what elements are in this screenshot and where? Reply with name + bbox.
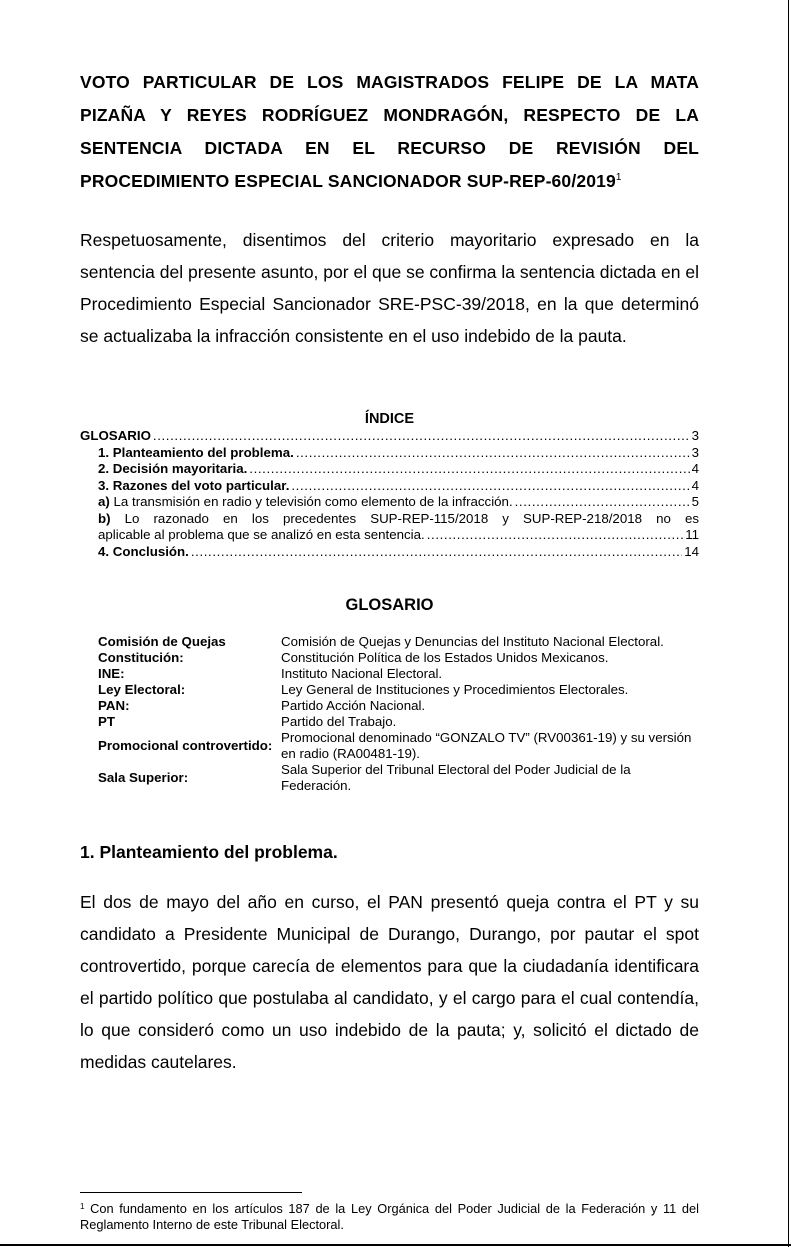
toc-entry-label-line2 — [98, 527, 699, 544]
toc-entry-marker: b) — [98, 510, 111, 526]
footnote-divider — [80, 1192, 302, 1193]
title-text: VOTO PARTICULAR DE LOS MAGISTRADOS FELIPE DE LA MATA PIZAÑA Y REYES RODRÍGUEZ MONDRAGÓN, RESPECTO DE LA SENTENCIA DICTADA EN EL RECURSO DE REVISIÓN DEL PROCEDIMIENTO ESPECIAL SANCIONADOR SUP-REP-60/2019 — [80, 72, 699, 191]
intro-paragraph: Respetuosamente, disentimos del criterio mayoritario expresado en la sentencia del presente asunto, por el que se confirma la sentencia dictada en el Procedimiento Especial Sancionador SRE-PSC-39/2018, en la que determinó se actualizaba la infracción consistente en el uso indebido de la pauta. — [80, 230, 699, 346]
page-edge-divider — [788, 0, 789, 1247]
glossary-row — [98, 682, 698, 698]
toc-entry-text: La transmisión en radio y televisión como elemento de la infracción. — [109, 494, 513, 509]
glossary-definition: Promocional denominado “GONZALO TV” (RV00361-19) y su versión en radio (RA00481-19). — [281, 730, 692, 761]
toc-entry-conclusion[interactable] — [80, 544, 699, 561]
toc-dot-leader — [153, 428, 690, 445]
glossary-term: Comisión de Quejas — [98, 634, 226, 649]
toc-entry-text: aplicable al problema que se analizó en esta sentencia. — [98, 527, 425, 542]
glossary-table — [98, 634, 698, 794]
footnote-number: 1 — [80, 1202, 85, 1211]
title-footnote-ref[interactable]: 1 — [615, 172, 622, 183]
toc-entry-page: 3 — [691, 428, 699, 443]
glossary-definition: Partido Acción Nacional. — [281, 698, 426, 713]
toc-dot-leader — [296, 445, 690, 462]
glossary-term: PT — [98, 714, 115, 729]
toc-entry-label — [98, 494, 513, 511]
toc-entry-label: GLOSARIO — [80, 428, 151, 443]
glossary-term: Sala Superior: — [98, 770, 189, 785]
glossary-row — [98, 762, 698, 794]
toc-dot-leader — [515, 494, 690, 511]
glossary-row — [98, 714, 698, 730]
glossary-definition: Ley General de Instituciones y Procedimientos Electorales. — [281, 682, 629, 697]
glossary-term: Promocional controvertido: — [98, 738, 273, 753]
toc-entry-text: Lo razonado en los precedentes SUP-REP-115/2018 y SUP-REP-218/2018 no es — [110, 510, 699, 526]
toc-entry-label-line1 — [98, 511, 699, 528]
toc-entry-planteamiento[interactable] — [80, 445, 699, 462]
toc-entry-page: 14 — [684, 543, 699, 559]
glossary-definition: Sala Superior del Tribunal Electoral del Poder Judicial de la Federación. — [281, 762, 631, 793]
table-of-contents — [80, 428, 699, 560]
toc-entry-label: 2. Decisión mayoritaria. — [98, 461, 248, 476]
toc-entry-transmision[interactable] — [80, 494, 699, 511]
page-bottom-divider — [0, 1244, 791, 1246]
glossary-term: Ley Electoral: — [98, 682, 186, 697]
glossary-row — [98, 650, 698, 666]
section-heading: 1. Planteamiento del problema. — [80, 842, 338, 862]
glossary-row — [98, 666, 698, 682]
index-title: ÍNDICE — [364, 411, 415, 427]
toc-dot-leader — [427, 527, 683, 544]
toc-entry-page: 3 — [691, 444, 699, 460]
glossary-term: INE: — [98, 666, 125, 681]
toc-entry-label: 1. Planteamiento del problema. — [98, 444, 294, 460]
toc-entry-razones[interactable] — [80, 478, 699, 495]
glossary-term: PAN: — [98, 698, 130, 713]
toc-entry-marker: a) — [98, 494, 110, 509]
toc-entry-label: 3. Razones del voto particular. — [98, 477, 290, 493]
toc-entry-precedentes[interactable] — [80, 511, 699, 544]
toc-entry-page: 4 — [691, 477, 699, 493]
footnote-text: Con fundamento en los artículos 187 de la Ley Orgánica del Poder Judicial de la Federación y 11 del Reglamento Interno de este Tribunal Electoral. — [80, 1201, 699, 1232]
section-paragraph: El dos de mayo del año en curso, el PAN presentó queja contra el PT y su candidato a Presidente Municipal de Durango, Durango, por pautar el spot controvertido, porque carecía de elementos para que la ciudadanía identificara el partido político que postulaba al candidato, y el cargo para el cual contendía, lo que consideró como un uso indebido de la pauta; y, solicitó el dictado de medidas cautelares. — [80, 892, 699, 1072]
toc-entry-page: 11 — [685, 527, 699, 542]
glossary-row — [98, 634, 698, 650]
glossary-row — [98, 730, 698, 762]
glossary-term: Constitución: — [98, 650, 184, 665]
glossary-definition: Instituto Nacional Electoral. — [281, 666, 443, 681]
toc-entry-glosario[interactable] — [80, 428, 699, 445]
toc-entry-page: 4 — [691, 461, 699, 476]
toc-entry-decision[interactable] — [80, 461, 699, 478]
glossary-definition: Partido del Trabajo. — [281, 714, 397, 729]
glossary-row — [98, 698, 698, 714]
glossary-definition: Constitución Política de los Estados Unidos Mexicanos. — [281, 650, 609, 665]
toc-dot-leader — [249, 461, 689, 478]
toc-entry-label: 4. Conclusión. — [98, 543, 189, 559]
glossary-title: GLOSARIO — [345, 596, 434, 614]
toc-dot-leader — [191, 544, 682, 561]
toc-dot-leader — [291, 478, 689, 495]
toc-entry-page: 5 — [691, 494, 699, 509]
footnote — [80, 1201, 699, 1233]
document-title — [80, 66, 699, 198]
glossary-definition: Comisión de Quejas y Denuncias del Instituto Nacional Electoral. — [281, 634, 664, 649]
